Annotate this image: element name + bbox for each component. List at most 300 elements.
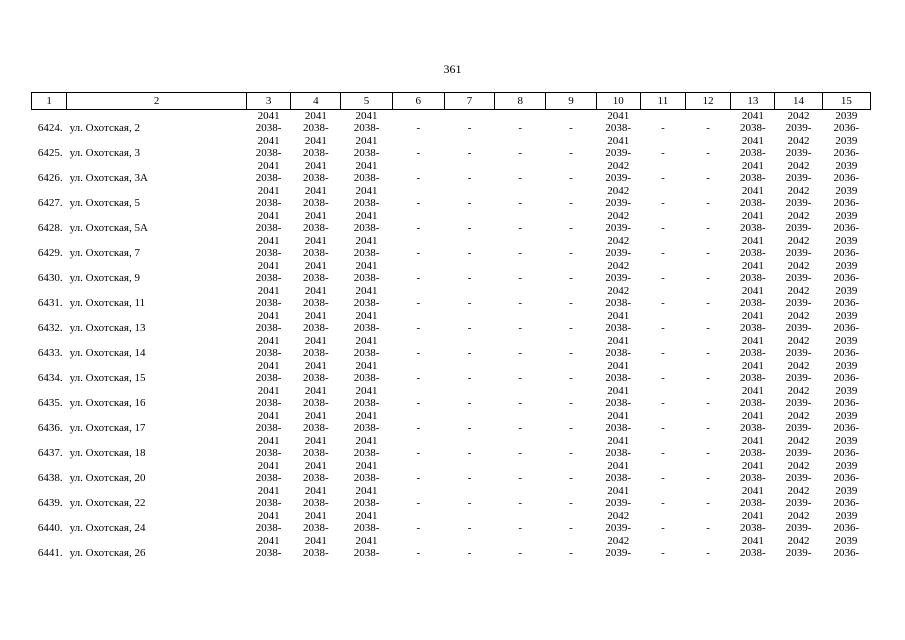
year-range-cell [291, 347, 341, 372]
year-range-cell [822, 297, 870, 322]
year-end: 2041 [257, 284, 280, 297]
year-start: 2039- [785, 222, 812, 234]
dash-cell [686, 147, 731, 172]
dash-cell [392, 522, 444, 547]
column-header-3: 3 [247, 93, 291, 110]
dash-mark: - [467, 397, 472, 409]
dash-cell [392, 422, 444, 447]
year-range-cell [247, 397, 291, 422]
dash-mark: - [661, 447, 665, 459]
dash-cell [495, 322, 546, 347]
dash-cell [444, 147, 494, 172]
dash-mark: - [661, 397, 665, 409]
dash-cell [640, 547, 685, 572]
year-end: 2041 [741, 459, 764, 472]
year-start: 2038- [739, 122, 766, 134]
dash-mark: - [518, 172, 523, 184]
year-end: 2041 [355, 384, 378, 397]
year-start: 2039- [605, 547, 632, 559]
dash-cell [444, 322, 494, 347]
year-start: 2038- [353, 547, 380, 559]
year-range-cell [775, 147, 822, 172]
column-header-15: 15 [822, 93, 870, 110]
dash-cell [392, 297, 444, 322]
dash-mark: - [416, 197, 421, 209]
table-row [32, 397, 871, 422]
street-address-text: ул. Охотская, 14 [69, 347, 146, 359]
dash-cell [495, 497, 546, 522]
year-start: 2038- [302, 372, 329, 384]
dash-mark: - [661, 147, 665, 159]
year-end: 2041 [304, 234, 327, 247]
dash-cell [392, 197, 444, 222]
year-end: 2042 [787, 534, 810, 547]
dash-mark: - [706, 222, 710, 234]
year-start: 2039- [605, 147, 632, 159]
dash-cell [495, 247, 546, 272]
dash-cell [392, 222, 444, 247]
dash-mark: - [518, 497, 523, 509]
street-address-text: ул. Охотская, 16 [69, 397, 146, 409]
year-range-cell [775, 322, 822, 347]
table-row [32, 497, 871, 522]
year-end: 2041 [355, 459, 378, 472]
dash-mark: - [518, 397, 523, 409]
dash-cell [686, 497, 731, 522]
street-address-text: ул. Охотская, 7 [69, 247, 140, 259]
dash-cell [444, 547, 494, 572]
year-start: 2038- [255, 372, 282, 384]
year-end: 2041 [257, 209, 280, 222]
year-range-cell [247, 272, 291, 297]
dash-cell [640, 447, 685, 472]
year-start: 2038- [302, 472, 329, 484]
row-number [32, 247, 67, 272]
year-end: 2041 [355, 209, 378, 222]
year-range-cell [596, 347, 640, 372]
table-row [32, 297, 871, 322]
row-number [32, 147, 67, 172]
year-range-cell [596, 297, 640, 322]
year-start: 2038- [353, 197, 380, 209]
year-start: 2036- [833, 497, 860, 509]
row-number [32, 547, 67, 572]
year-range-cell [731, 347, 775, 372]
dash-cell [640, 397, 685, 422]
year-start: 2038- [302, 422, 329, 434]
year-range-cell [596, 247, 640, 272]
row-number-text: 6428. [37, 222, 63, 234]
dash-mark: - [706, 322, 710, 334]
dash-cell [444, 522, 494, 547]
year-start: 2036- [833, 322, 860, 334]
row-number [32, 197, 67, 222]
year-start: 2038- [605, 297, 632, 309]
year-range-cell [596, 122, 640, 147]
year-end: 2042 [787, 334, 810, 347]
year-end: 2042 [787, 284, 810, 297]
row-number [32, 472, 67, 497]
year-end: 2042 [607, 209, 630, 222]
dash-mark: - [706, 547, 710, 559]
dash-mark: - [661, 122, 665, 134]
year-start: 2039- [785, 497, 812, 509]
year-end: 2041 [741, 484, 764, 497]
row-number-text: 6436. [37, 422, 63, 434]
year-end: 2041 [257, 434, 280, 447]
dash-cell [686, 522, 731, 547]
year-start: 2038- [302, 347, 329, 359]
year-range-cell [731, 147, 775, 172]
year-end: 2041 [607, 409, 630, 422]
year-start: 2038- [739, 447, 766, 459]
year-range-cell [291, 147, 341, 172]
year-range-cell [341, 422, 392, 447]
table-row [32, 447, 871, 472]
year-end: 2039 [835, 309, 858, 322]
dash-cell [686, 172, 731, 197]
dash-cell [444, 197, 494, 222]
dash-mark: - [661, 222, 665, 234]
year-range-cell [822, 222, 870, 247]
year-start: 2036- [833, 422, 860, 434]
street-address-text: ул. Охотская, 5А [69, 222, 148, 234]
row-number-text: 6426. [37, 172, 63, 184]
dash-mark: - [569, 172, 573, 184]
table-cell [640, 110, 685, 123]
year-start: 2038- [739, 347, 766, 359]
dash-cell [640, 347, 685, 372]
year-start: 2039- [785, 297, 812, 309]
dash-mark: - [416, 172, 421, 184]
row-number [32, 222, 67, 247]
year-end: 2041 [741, 534, 764, 547]
year-range-cell [731, 297, 775, 322]
year-end: 2041 [304, 359, 327, 372]
year-range-cell [247, 372, 291, 397]
year-end: 2042 [787, 509, 810, 522]
year-range-cell [775, 447, 822, 472]
year-range-cell [291, 447, 341, 472]
year-range-cell [247, 147, 291, 172]
year-start: 2038- [605, 422, 632, 434]
year-start: 2038- [605, 122, 632, 134]
dash-cell [640, 222, 685, 247]
year-end [247, 560, 291, 573]
year-range-cell [341, 347, 392, 372]
year-start: 2038- [255, 547, 282, 559]
year-start: 2036- [833, 397, 860, 409]
year-end: 2041 [304, 534, 327, 547]
row-number [32, 447, 67, 472]
year-end: 2041 [257, 259, 280, 272]
year-start: 2038- [739, 222, 766, 234]
year-end: 2041 [741, 509, 764, 522]
year-start: 2039- [785, 472, 812, 484]
year-end: 2039 [835, 334, 858, 347]
dash-cell [640, 472, 685, 497]
dash-cell [392, 372, 444, 397]
year-end: 2041 [607, 359, 630, 372]
year-range-cell [775, 372, 822, 397]
dash-mark: - [416, 422, 421, 434]
dash-cell [495, 197, 546, 222]
year-range-cell [341, 122, 392, 147]
year-end: 2041 [257, 509, 280, 522]
year-start: 2038- [255, 447, 282, 459]
year-end: 2039 [835, 159, 858, 172]
year-start: 2036- [833, 197, 860, 209]
year-start: 2038- [739, 247, 766, 259]
street-address-text: ул. Охотская, 22 [69, 497, 146, 509]
year-start: 2038- [353, 272, 380, 284]
dash-cell [686, 547, 731, 572]
year-range-cell [341, 297, 392, 322]
street-address [67, 172, 247, 197]
year-start: 2038- [739, 172, 766, 184]
dash-cell [495, 372, 546, 397]
year-end: 2042 [607, 509, 630, 522]
year-end: 2042 [607, 159, 630, 172]
year-start: 2038- [302, 497, 329, 509]
row-number [32, 322, 67, 347]
year-start: 2039- [605, 172, 632, 184]
column-header-14: 14 [775, 93, 822, 110]
year-range-cell [822, 372, 870, 397]
column-header-6: 6 [392, 93, 444, 110]
year-end: 2039 [835, 434, 858, 447]
year-end: 2039 [835, 409, 858, 422]
year-end: 2039 [835, 234, 858, 247]
row-number-text: 6438. [37, 472, 63, 484]
year-end: 2041 [355, 359, 378, 372]
row-number [32, 347, 67, 372]
dash-cell [495, 447, 546, 472]
year-range-cell [291, 197, 341, 222]
dash-mark: - [569, 397, 573, 409]
table-row [32, 522, 871, 547]
dash-mark: - [518, 422, 523, 434]
year-range-cell [291, 272, 341, 297]
year-start: 2038- [302, 122, 329, 134]
dash-cell [640, 122, 685, 147]
dash-cell [495, 222, 546, 247]
year-end: 2041 [304, 284, 327, 297]
year-end: 2041 [257, 234, 280, 247]
year-end [341, 560, 392, 573]
row-number [32, 297, 67, 322]
year-start: 2038- [739, 197, 766, 209]
year-end: 2041 [607, 434, 630, 447]
year-start: 2039- [785, 547, 812, 559]
year-start: 2038- [302, 222, 329, 234]
dash-mark: - [706, 272, 710, 284]
year-end: 2041 [257, 459, 280, 472]
street-address-text: ул. Охотская, 11 [69, 297, 146, 309]
dash-mark: - [467, 547, 472, 559]
year-end: 2041 [304, 209, 327, 222]
year-start: 2039- [785, 397, 812, 409]
year-end: 2042 [787, 259, 810, 272]
row-number [32, 497, 67, 522]
year-range-cell [291, 497, 341, 522]
year-end [731, 560, 775, 573]
row-number [32, 122, 67, 147]
row-number-text: 6434. [37, 372, 63, 384]
dash-cell [444, 272, 494, 297]
year-start: 2036- [833, 297, 860, 309]
year-end: 2041 [741, 209, 764, 222]
dash-cell [444, 472, 494, 497]
dash-cell [444, 447, 494, 472]
year-end: 2042 [787, 309, 810, 322]
dash-mark: - [661, 547, 665, 559]
dash-cell [546, 297, 596, 322]
dash-cell [444, 497, 494, 522]
dash-mark: - [416, 247, 421, 259]
year-start: 2038- [353, 147, 380, 159]
dash-mark: - [416, 522, 421, 534]
year-range-cell [775, 497, 822, 522]
dash-cell [546, 397, 596, 422]
table-cell [392, 110, 444, 123]
year-start: 2039- [605, 222, 632, 234]
row-number-text: 6433. [37, 347, 63, 359]
year-start: 2038- [302, 272, 329, 284]
dash-cell [640, 522, 685, 547]
year-range-cell [731, 497, 775, 522]
year-end: 2041 [257, 534, 280, 547]
dash-mark: - [518, 272, 523, 284]
year-start: 2038- [353, 297, 380, 309]
year-end: 2041 [304, 434, 327, 447]
dash-mark: - [518, 147, 523, 159]
year-start: 2038- [302, 172, 329, 184]
year-end: 2041 [741, 384, 764, 397]
dash-cell [444, 172, 494, 197]
year-start: 2038- [739, 472, 766, 484]
dash-mark: - [706, 347, 710, 359]
year-end: 2039 [835, 384, 858, 397]
street-address [67, 472, 247, 497]
year-end: 2041 [355, 309, 378, 322]
year-range-cell [731, 122, 775, 147]
street-address-text: ул. Охотская, 3 [69, 147, 140, 159]
year-end: 2041 [355, 134, 378, 147]
year-start: 2038- [255, 522, 282, 534]
street-address [67, 222, 247, 247]
year-end: 2041 [257, 184, 280, 197]
year-range-cell [731, 522, 775, 547]
year-end: 2041 [741, 434, 764, 447]
dash-cell [546, 547, 596, 572]
dash-mark: - [467, 272, 472, 284]
street-address-text: ул. Охотская, 13 [69, 322, 146, 334]
street-address [67, 397, 247, 422]
dash-mark: - [706, 472, 710, 484]
table-row [32, 147, 871, 172]
year-end: 2042 [787, 459, 810, 472]
year-range-cell [247, 122, 291, 147]
year-range-cell [775, 272, 822, 297]
row-number-text: 6429. [37, 247, 63, 259]
year-range-cell [291, 297, 341, 322]
dash-mark: - [467, 247, 472, 259]
year-range-cell [291, 372, 341, 397]
year-range-cell [247, 472, 291, 497]
year-range-cell [596, 272, 640, 297]
year-start: 2038- [255, 297, 282, 309]
year-end: 2042 [787, 234, 810, 247]
year-range-cell [822, 422, 870, 447]
dash-cell [444, 222, 494, 247]
year-end: 2042 [787, 184, 810, 197]
year-range-cell [731, 472, 775, 497]
year-end: 2041 [607, 334, 630, 347]
year-range-cell [775, 547, 822, 572]
table-cell [444, 110, 494, 123]
dash-cell [495, 172, 546, 197]
year-start: 2038- [255, 472, 282, 484]
dash-cell [686, 422, 731, 447]
dash-cell [686, 447, 731, 472]
dash-mark: - [661, 522, 665, 534]
dash-cell [686, 472, 731, 497]
year-end: 2041 [607, 384, 630, 397]
year-range-cell [731, 397, 775, 422]
year-start: 2039- [605, 497, 632, 509]
year-range-cell [291, 472, 341, 497]
dash-mark: - [416, 222, 421, 234]
year-range-cell [822, 247, 870, 272]
dash-mark: - [518, 197, 523, 209]
year-start: 2036- [833, 547, 860, 559]
year-range-cell [247, 547, 291, 572]
dash-cell [444, 397, 494, 422]
year-range-cell [341, 372, 392, 397]
column-header-10: 10 [596, 93, 640, 110]
dash-cell [640, 272, 685, 297]
dash-cell [640, 197, 685, 222]
year-range-cell [341, 522, 392, 547]
dash-cell [392, 122, 444, 147]
dash-cell [546, 372, 596, 397]
dash-mark: - [416, 397, 421, 409]
year-range-cell [775, 172, 822, 197]
year-range-cell [596, 147, 640, 172]
column-header-2: 2 [67, 93, 247, 110]
dash-mark: - [661, 347, 665, 359]
dash-mark: - [706, 497, 710, 509]
year-start: 2038- [353, 347, 380, 359]
row-number [32, 172, 67, 197]
year-start: 2038- [302, 147, 329, 159]
column-header-13: 13 [731, 93, 775, 110]
year-range-cell [775, 247, 822, 272]
dash-cell [495, 422, 546, 447]
street-address [67, 547, 247, 572]
dash-mark: - [467, 447, 472, 459]
year-end: 2041 [741, 134, 764, 147]
dash-cell [640, 422, 685, 447]
year-start: 2038- [353, 322, 380, 334]
dash-mark: - [661, 197, 665, 209]
year-end: 2042 [787, 209, 810, 222]
row-number-text: 6425. [37, 147, 63, 159]
dash-mark: - [569, 197, 573, 209]
dash-mark: - [661, 372, 665, 384]
empty-cell [67, 110, 247, 123]
